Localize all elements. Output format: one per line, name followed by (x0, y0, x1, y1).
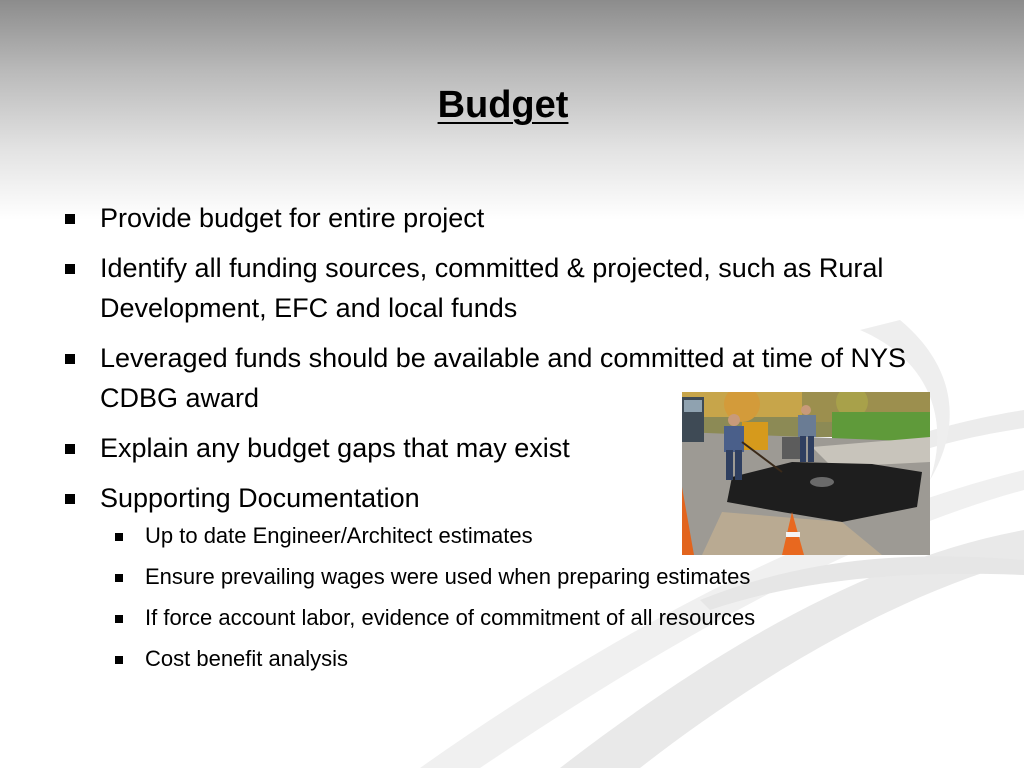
bullet-item: Explain any budget gaps that may exist (100, 428, 960, 468)
sub-bullet-item: Up to date Engineer/Architect estimates (145, 520, 960, 551)
road-patching-photo (682, 392, 930, 555)
sub-bullet-item: Cost benefit analysis (145, 643, 960, 674)
sub-bullet-item: If force account labor, evidence of commitment of all resources (145, 602, 960, 633)
bullet-item: Identify all funding sources, committed & projected, such as Rural Development, EFC and local funds (100, 248, 948, 328)
bullet-item-text: Supporting Documentation (100, 483, 420, 513)
bullet-item: Leveraged funds should be available and committed at time of NYS CDBG award (100, 338, 948, 418)
slide-title-text: Budget (437, 84, 569, 126)
sub-bullet-item: Ensure prevailing wages were used when preparing estimates (145, 561, 960, 592)
bullet-item: Provide budget for entire project (100, 198, 960, 238)
slide-title (0, 84, 1006, 127)
